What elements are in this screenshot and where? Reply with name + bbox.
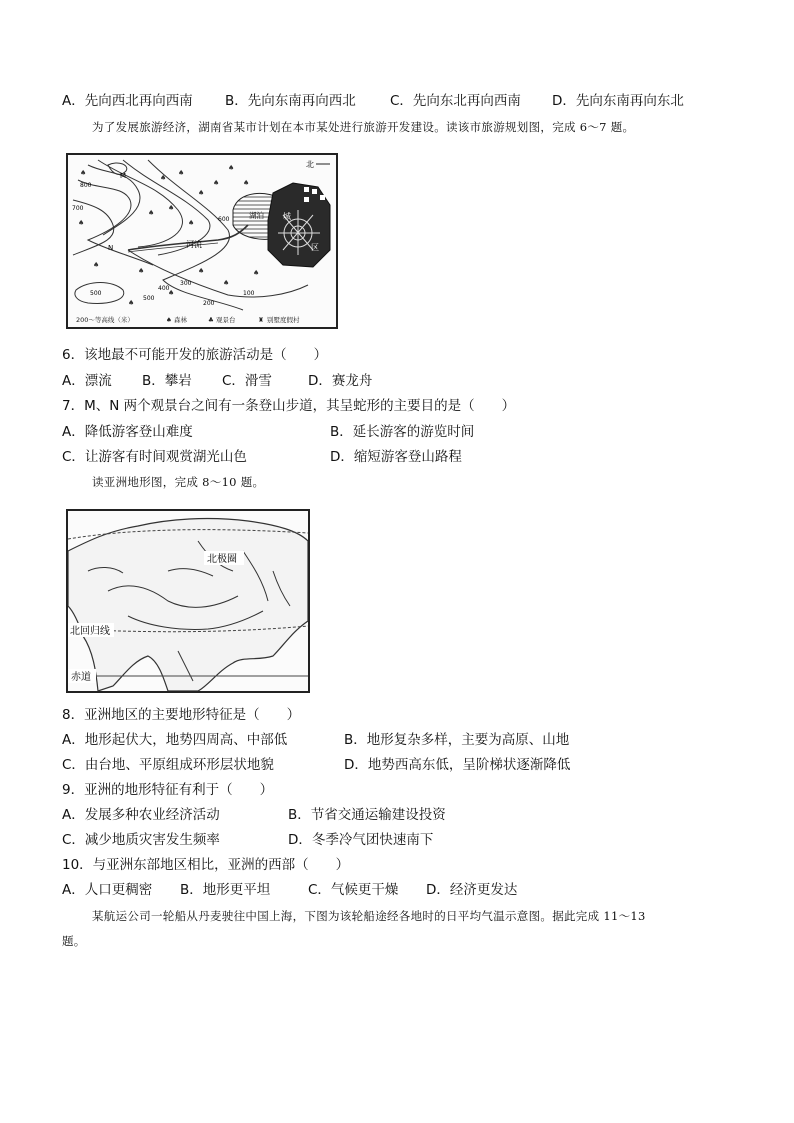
q7-option-a: A．降低游客登山难度 [62,424,193,440]
svg-text:♠: ♠ [168,204,175,212]
legend-viewpoint-icon: ♣ [208,316,214,324]
contour-label-500-lowland: 500 [90,290,102,297]
svg-text:♠: ♠ [198,267,205,275]
q10-option-a: A．人口更稠密 [62,882,153,898]
city-block [304,187,309,192]
q7-option-d: D．缩短游客登山路程 [330,449,462,465]
q7-option-c: C．让游客有时间观赏湖光山色 [62,449,247,465]
svg-text:♠: ♠ [160,174,167,182]
legend-viewpoint: 观景台 [216,316,236,324]
intro-8-10: 读亚洲地形图，完成 8～10 题。 [92,475,265,489]
map1-legend [76,315,300,324]
svg-text:♠: ♠ [213,179,220,187]
svg-text:♠: ♠ [253,269,260,277]
q10-option-c: C．气候更干燥 [308,882,399,898]
point-m-label: M [120,172,127,180]
q9-option-a: A．发展多种农业经济活动 [62,807,220,823]
q9-option-b: B．节省交通运输建设投资 [288,807,446,823]
q8-option-d: D．地势西高东低，呈阶梯状逐渐降低 [344,757,571,773]
svg-text:♠: ♠ [78,219,85,227]
contour-label-800: 800 [80,182,92,189]
q9-stem: 9．亚洲的地形特征有利于（ ） [62,782,274,798]
svg-text:♠: ♠ [168,289,175,297]
q6-option-c: C．滑雪 [222,373,272,389]
asia-landmass [68,519,308,691]
city-label-right: 区 [311,243,319,252]
contour-label-600: 600 [218,216,230,223]
legend-resort-icon: ♜ [258,316,264,324]
q8-option-b: B．地形复杂多样，主要为高原、山地 [344,732,570,748]
svg-text:♠: ♠ [188,219,195,227]
tourism-map-svg [68,155,336,327]
svg-text:♠: ♠ [178,169,185,177]
svg-text:♠: ♠ [93,261,100,269]
q8-option-a: A．地形起伏大，地势四周高、中部低 [62,732,288,748]
svg-text:♠: ♠ [223,279,230,287]
q8-option-c: C．由台地、平原组成环形层状地貌 [62,757,274,773]
arctic-label: 北极圈 [207,554,237,565]
svg-text:♠: ♠ [128,299,135,307]
city-block [304,197,309,202]
legend-contour: 200～等高线（米） [76,316,134,324]
svg-text:♠: ♠ [243,179,250,187]
q7-stem: 7．M、N 两个观景台之间有一条登山步道，其呈蛇形的主要目的是（ ） [62,398,516,414]
q9-option-d: D．冬季冷气团快速南下 [288,832,434,848]
tourism-planning-map [66,153,338,329]
contour-label-300: 300 [180,280,192,287]
svg-text:♠: ♠ [80,169,87,177]
svg-text:♠: ♠ [148,209,155,217]
north-label: 北 [306,160,314,169]
legend-resort: 别墅度假村 [267,316,300,324]
lake-label: 湖泊 [249,211,264,220]
contour-label-500: 500 [143,295,155,302]
tropic-label: 北回归线 [70,626,110,637]
intro-11-13: 某航运公司一轮船从丹麦驶往中国上海，下图为该轮船途经各地时的日平均气温示意图。据此完成 11～13 [92,909,646,923]
q6-option-a: A．漂流 [62,373,112,389]
q10-option-b: B．地形更平坦 [180,882,271,898]
svg-text:♠: ♠ [138,267,145,275]
legend-forest-icon: ♠ [166,316,172,324]
city-block [312,189,317,194]
q6-option-d: D．赛龙舟 [308,373,373,389]
contour-line [88,165,140,235]
q10-option-d: D．经济更发达 [426,882,518,898]
q5-option-c: C．先向东北再向西南 [390,93,521,109]
asia-topography-map [66,509,310,693]
city-block [320,195,325,200]
contour-line [78,180,153,265]
svg-text:♠: ♠ [228,164,235,172]
contour-label-400: 400 [158,285,170,292]
q8-stem: 8．亚洲地区的主要地形特征是（ ） [62,707,301,723]
q6-option-b: B．攀岩 [142,373,192,389]
contour-label-100: 100 [243,290,255,297]
svg-text:♠: ♠ [198,189,205,197]
q5-option-b: B．先向东南再向西北 [225,93,356,109]
river-label-1: 河流 [186,240,202,249]
q6-stem: 6．该地最不可能开发的旅游活动是（ ） [62,347,328,363]
intro-6-7: 为了发展旅游经济，湖南省某市计划在本市某处进行旅游开发建设。读该市旅游规划图，完成 6～7 题。 [92,120,635,134]
contour-label-700: 700 [72,205,84,212]
asia-map-svg [68,511,308,691]
intro-11-13-continued: 题。 [62,934,86,948]
q5-option-a: A．先向西北再向西南 [62,93,193,109]
contour-label-200: 200 [203,300,215,307]
q7-option-b: B．延长游客的游览时间 [330,424,475,440]
equator-label: 赤道 [71,672,91,683]
q9-option-c: C．减少地质灾害发生频率 [62,832,220,848]
city-label-left: 城 [283,212,291,221]
legend-forest: 森林 [174,316,187,324]
point-n-label: N [108,244,114,252]
q5-option-d: D．先向东南再向东北 [552,93,684,109]
q10-stem: 10．与亚洲东部地区相比，亚洲的西部（ ） [62,857,350,873]
